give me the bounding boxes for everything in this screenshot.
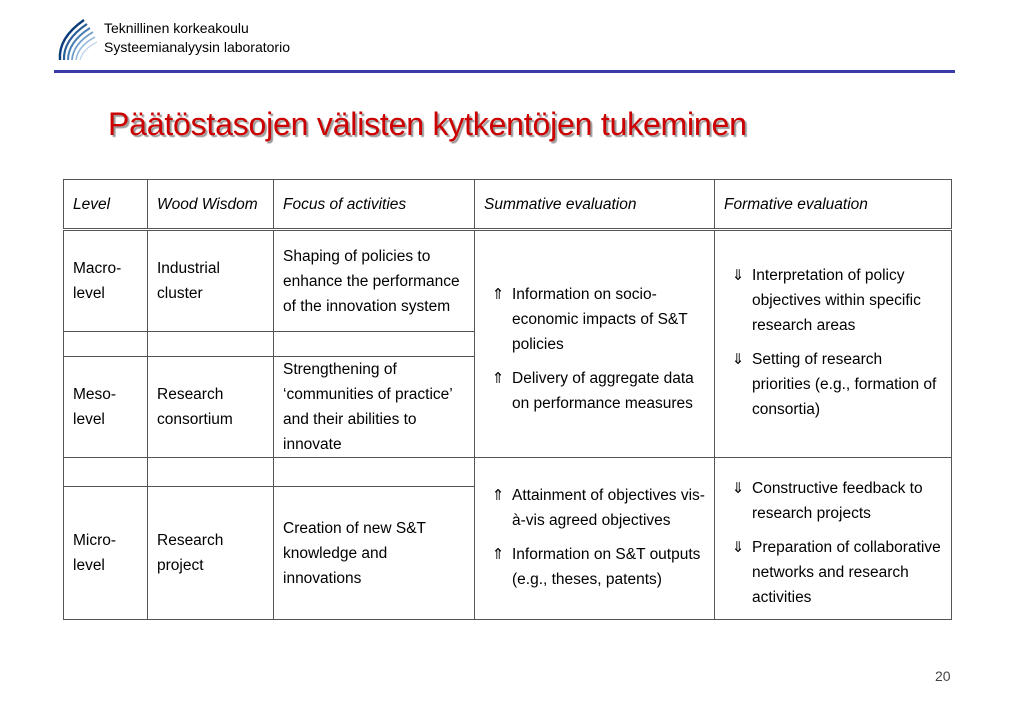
summative-lower-cell [475, 458, 715, 620]
formative-lower-cell [715, 458, 952, 620]
meso-wood-wisdom: Research consortium [148, 357, 274, 458]
macro-level: Macro-level [64, 230, 148, 332]
header-summative: Summative evaluation [475, 180, 715, 230]
down-arrow-icon: ⇓ [731, 351, 745, 368]
slide-title: Päätöstasojen välisten kytkentöjen tukeminen [108, 106, 747, 142]
up-arrow-icon: ⇑ [491, 285, 505, 303]
header-wood-wisdom: Wood Wisdom [148, 180, 274, 230]
organization-name [104, 19, 290, 57]
up-arrow-icon: ⇑ [491, 369, 505, 387]
hut-logo-icon [54, 16, 98, 66]
summative-upper-list [484, 282, 705, 416]
meso-focus: Strengthening of ‘communities of practice’ and their abilities to innovate [274, 357, 475, 458]
list-item: ⇑ Attainment of objectives vis-à-vis agreed objectives [484, 483, 705, 533]
list-item: ⇑ Information on S&T outputs (e.g., theses, patents) [484, 542, 705, 592]
summative-lower-list [484, 483, 705, 592]
list-item: ⇓ Setting of research priorities (e.g., formation of consortia) [724, 347, 942, 422]
formative-upper-list [724, 263, 942, 422]
table-header-row [64, 180, 952, 230]
list-item: ⇓ Constructive feedback to research projects [724, 476, 942, 526]
formative-upper-cell [715, 230, 952, 458]
slide-number: 20 [935, 668, 951, 684]
list-item: ⇓ Preparation of collaborative networks and research activities [724, 535, 942, 610]
table-spacer-row [64, 458, 952, 487]
header-focus: Focus of activities [274, 180, 475, 230]
list-item: ⇓ Interpretation of policy objectives within specific research areas [724, 263, 942, 338]
list-item: ⇑ Information on socio-economic impacts of S&T policies [484, 282, 705, 357]
table-row-macro [64, 230, 952, 332]
header-level: Level [64, 180, 148, 230]
macro-focus: Shaping of policies to enhance the performance of the innovation system [274, 230, 475, 332]
micro-focus: Creation of new S&T knowledge and innovations [274, 487, 475, 620]
header-formative: Formative evaluation [715, 180, 952, 230]
summative-upper-cell [475, 230, 715, 458]
org-line-2: Systeemianalyysin laboratorio [104, 39, 290, 55]
micro-level: Micro-level [64, 487, 148, 620]
header-divider [54, 70, 955, 73]
meso-level: Meso-level [64, 357, 148, 458]
list-item: ⇑ Delivery of aggregate data on performance measures [484, 366, 705, 416]
down-arrow-icon: ⇓ [731, 480, 745, 497]
down-arrow-icon: ⇓ [731, 539, 745, 556]
down-arrow-icon: ⇓ [731, 267, 745, 284]
evaluation-table [63, 179, 952, 620]
org-line-1: Teknillinen korkeakoulu [104, 20, 249, 36]
macro-wood-wisdom: Industrial cluster [148, 230, 274, 332]
formative-lower-list [724, 476, 942, 610]
micro-wood-wisdom: Research project [148, 487, 274, 620]
up-arrow-icon: ⇑ [491, 486, 505, 504]
up-arrow-icon: ⇑ [491, 545, 505, 563]
